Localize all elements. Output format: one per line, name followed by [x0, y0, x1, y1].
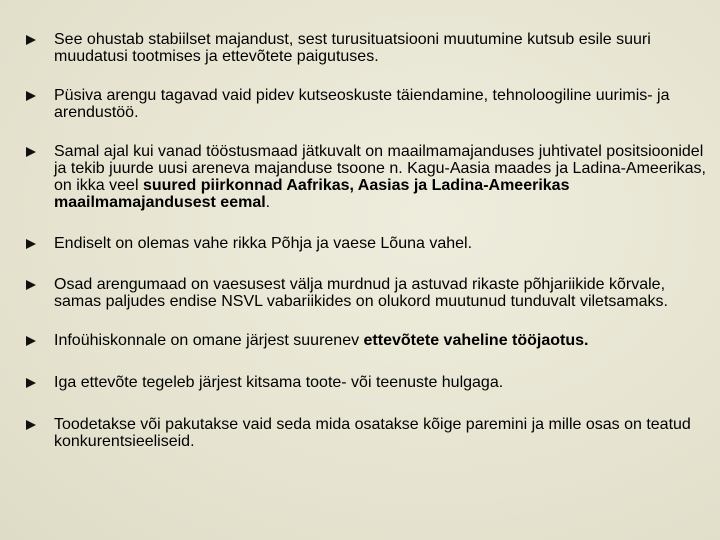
bullet-text-bold: suured piirkonnad Aafrikas, Aasias ja Ladina-Ameerikas maailmamajandusest eemal [54, 177, 570, 211]
bullet-text [54, 332, 588, 349]
triangle-bullet-icon [26, 147, 36, 157]
bullet-item [26, 374, 706, 391]
triangle-bullet-icon [26, 420, 36, 430]
bullet-text: Püsiva arengu tagavad vaid pidev kutseoskuste täiendamine, tehnoloogiline uurimis- ja arendustöö. [54, 87, 670, 121]
bullet-text-plain: . [265, 194, 271, 211]
bullet-item [26, 143, 706, 211]
bullet-text: Toodetakse või pakutakse vaid seda mida osatakse kõige paremini ja mille osas on teatud konkurentsieeliseid. [54, 416, 691, 450]
bullet-item [26, 235, 706, 252]
triangle-bullet-icon [26, 239, 36, 249]
bullet-item [26, 31, 706, 65]
triangle-bullet-icon [26, 35, 36, 45]
triangle-bullet-icon [26, 378, 36, 388]
bullet-item [26, 276, 706, 310]
triangle-bullet-icon [26, 280, 36, 290]
bullet-item [26, 416, 706, 450]
bullet-text: Iga ettevõte tegeleb järjest kitsama toote- või teenuste hulgaga. [54, 374, 504, 391]
bullet-text: Endiselt on olemas vahe rikka Põhja ja vaese Lõuna vahel. [54, 235, 473, 252]
bullet-text-bold: ettevõtete vaheline tööjaotus. [363, 332, 589, 349]
bullet-text: Osad arengumaad on vaesusest välja murdnud ja astuvad rikaste põhjariikide kõrvale, samas paljudes endise NSVL vabariikides on olukord muutunud tunduvalt viletsamaks. [54, 276, 668, 310]
bullet-text: See ohustab stabiilset majandust, sest turusituatsiooni muutumine kutsub esile suuri muudatusi tootmises ja ettevõtete paigutuses. [54, 31, 651, 65]
triangle-bullet-icon [26, 336, 36, 346]
bullet-text [54, 143, 706, 211]
bullet-item [26, 332, 706, 349]
bullet-text-plain: Samal ajal kui vanad tööstusmaad jätkuvalt on maailmamajanduses juhtivatel positsioonidel ja tekib juurde uusi areneva majanduse tsoone n. Kagu-Aasia maades ja Ladina-Ameerikas, on ikka veel [54, 143, 706, 194]
bullet-item [26, 87, 706, 121]
bullet-list [26, 31, 706, 450]
bullet-text-plain: Infoühiskonnale on omane järjest suurenev [54, 332, 364, 349]
triangle-bullet-icon [26, 91, 36, 101]
